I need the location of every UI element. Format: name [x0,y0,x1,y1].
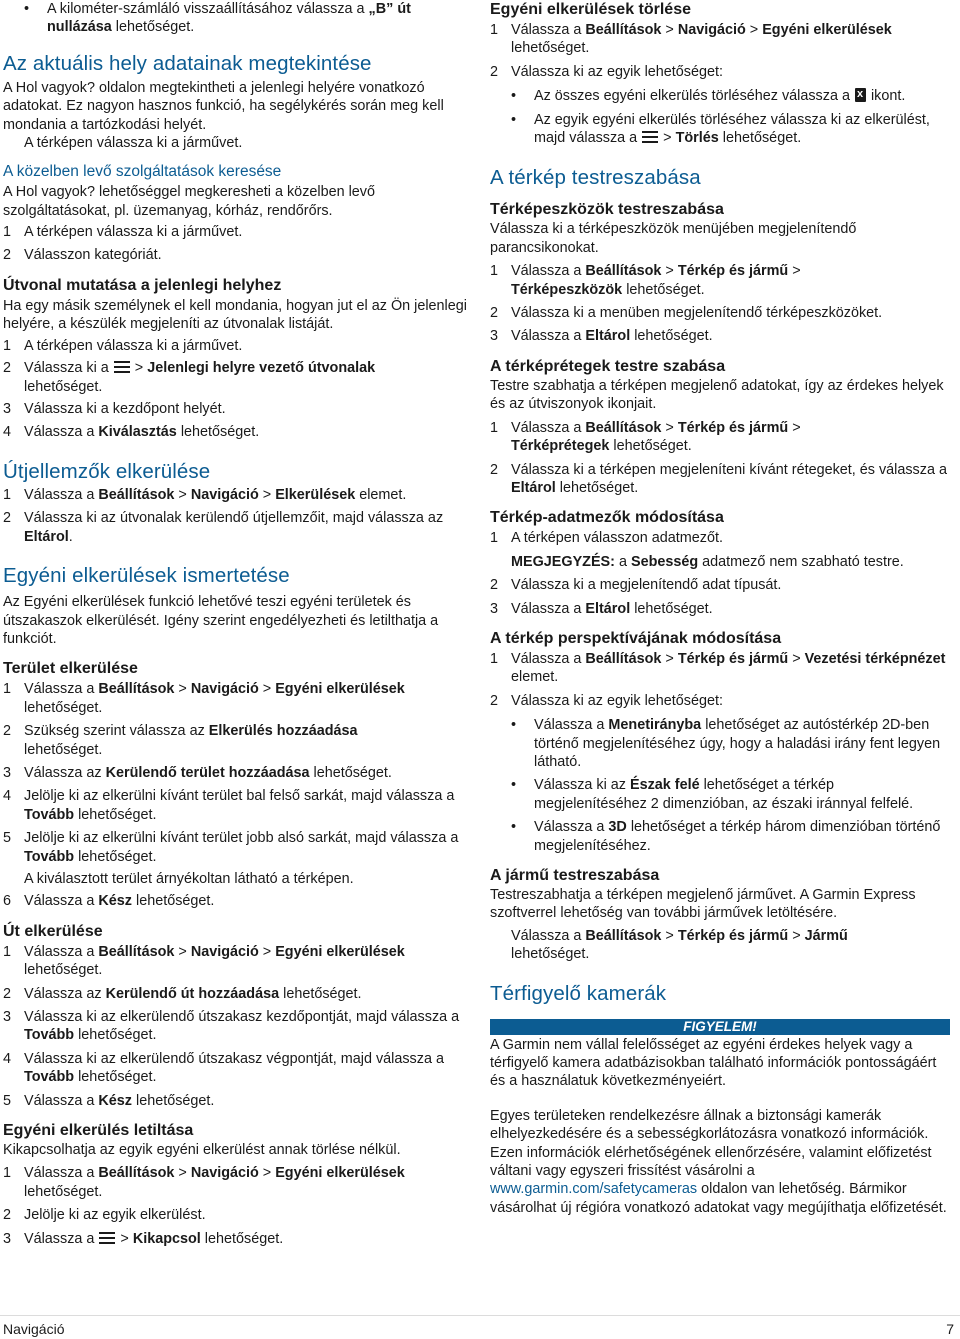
step-row: 3 Válassza az Kerülendő terület hozzáadása lehetőséget. [3,764,392,781]
safety-cameras-link[interactable]: www.garmin.com/safetycameras [490,1181,698,1198]
option-bullet: • Válassza ki az Észak felé lehetőséget a térkép megjelenítéséhez 2 dimenzióban, az északi iránnyal felfelé. [511,777,914,812]
subsection-title-avoid-area: Terület elkerülése [3,660,138,678]
subsection-title-avoid-road: Út elkerülése [3,922,103,940]
step-row: 2 Válassza az Kerülendő út hozzáadása lehetőséget. [3,985,362,1002]
nearby-paragraph: A Hol vagyok? lehetőséggel megkeresheti a közelben levő szolgáltatásokat, pl. üzemanyag, kórház, rendőrőrs. [3,184,375,219]
right-column [490,0,950,1217]
subsection-title-data-fields: Térkép-adatmezők módosítása [490,509,724,527]
trash-icon [855,88,866,102]
step-row: 2 Jelölje ki az egyik elkerülést. [3,1207,206,1224]
left-column [3,0,468,1248]
step-row: 2 Válassza ki a térképen megjeleníteni kívánt rétegeket, és válassza a Eltárol lehetőséget. [490,461,947,496]
step-row: 3 Válassza ki az elkerülendő útszakasz kezdőpontját, majd válassza a Tovább lehetőséget. [3,1009,460,1044]
option-bullet: • Válassza a 3D lehetőséget a térkép három dimenzióban történő megjelenítéséhez. [511,819,941,854]
subsection-title-map-tools: Térképeszközök testreszabása [490,201,724,219]
subsection-title-directions: Útvonal mutatása a jelenlegi helyhez [3,277,282,295]
option-bullet: • Válassza a Menetirányba lehetőséget az autóstérkép 2D-ben történő megjelenítéséhez úgy, hogy a haladási irány fent legyen látható. [511,717,941,770]
section-title-cameras: Térfigyelő kamerák [490,981,667,1005]
menu-icon [642,131,658,143]
step-row: 1 A térképen válasszon adatmezőt. [490,530,723,547]
step-row: 4 Válassza ki az elkerülendő útszakasz végpontját, majd válassza a Tovább lehetőséget. [3,1050,444,1086]
disable-paragraph: Kikapcsolhatja az egyik egyéni elkerülést annak törlése nélkül. [3,1142,401,1159]
step-row: 4 Jelölje ki az elkerülni kívánt terület bal felső sarkát, majd válassza a Tovább lehetőséget. [3,788,455,823]
step-row: 2 Válassza ki a > Jelenlegi helyre vezető útvonalak lehetőséget. [3,360,376,395]
current-location-paragraph: A Hol vagyok? oldalon megtekintheti a jelenlegi helyére vonatkozó adatokat. Ez nagyon hasznos funkció, ha segélykérés során meg kell mondania a tartózkodási helyét. [3,79,444,133]
subsection-title-delete-avoidances: Egyéni elkerülések törlése [490,1,691,18]
subsection-title-perspective: A térkép perspektívájának módosítása [490,629,782,647]
directions-paragraph: Ha egy másik személynek el kell mondania, hogyan jut el az Ön jelenlegi helyére, a készülék megjeleníti az útvonalak listáját. [3,298,467,333]
warning-paragraph: A Garmin nem vállal felelősséget az egyéni érdekes helyek vagy a térfigyelő kamera adatbázisokban található információk pontosságáért és a használatuk következményeiért. [490,1036,937,1090]
subsection-title-disable-avoidance: Egyéni elkerülés letiltása [3,1122,194,1140]
menu-icon [99,1232,115,1244]
current-location-step: A térképen válassza ki a járművet. [24,135,243,152]
footer-divider [0,1315,960,1316]
custom-avoidances-paragraph: Az Egyéni elkerülések funkció lehetővé teszi egyéni területek és útszakaszok elkerülését. Igény szerint engedélyezheti és letilthatja a funkciót. [3,594,439,647]
page-number: 7 [946,1321,954,1337]
vehicle-step: Válassza a Beállítások > Térkép és jármű > Jármű lehetőséget. [511,927,848,963]
step-note: A kiválasztott terület árnyékoltan látható a térképen. [24,871,354,887]
step-row: 3 Válassza ki a kezdőpont helyét. [3,401,226,418]
step-row: 5 Válassza a Kész lehetőséget. [3,1092,215,1109]
subsection-title-nearby: A közelben levő szolgáltatások keresése [3,163,282,181]
menu-icon [114,361,130,373]
map-layers-paragraph: Testre szabhatja a térképen megjelenő adatokat, így az érdekes helyek és az útviszonyok ikonjait. [490,377,944,413]
step-row: 6 Válassza a Kész lehetőséget. [3,893,215,910]
step-row: 2 Válassza ki az egyik lehetőséget: [490,692,723,709]
step-row: 1 Válassza a Beállítások > Térkép és jármű > Térképrétegek lehetőséget. [490,419,801,455]
cameras-paragraph: Egyes területeken rendelkezésre állnak a biztonsági kamerák elhelyezkedésére és a sebességkorlátozásra vonatkozó információk. Ezen információk elérhetőségének ellenőrzésére, valamint előfizetést váltani vagy egyszeri frissítést vásárolni a www.garmin.com/safetycameras oldalon van lehetőség. Bármikor vásárolhat új régióra vonatkozó adatokat vagy megújíthatja előfizetését. [490,1107,947,1216]
step-row: 1 Válassza a Beállítások > Navigáció > Egyéni elkerülések lehetőséget. [3,681,405,716]
option-bullet: • Az egyik egyéni elkerülés törléséhez válassza ki az elkerülést, majd válassza a > Törlés lehetőséget. [511,111,930,147]
step-row: 2 Válassza ki a menüben megjelenítendő térképeszközöket. [490,305,883,322]
section-title-customize-map: A térkép testreszabása [490,166,701,190]
subsection-title-map-layers: A térképrétegek testre szabása [490,357,726,375]
option-bullet: • Az összes egyéni elkerülés törléséhez válassza a x ikont. [490,87,950,105]
footer-section-name: Navigáció [3,1321,65,1337]
map-tools-paragraph: Válassza ki a térképeszközök menüjében megjelenítendő parancsikonokat. [490,221,857,256]
step-row: 4 Válassza a Kiválasztás lehetőséget. [3,423,260,440]
section-title-avoid-features: Útjellemzők elkerülése [3,459,211,483]
section-title-custom-avoidances: Egyéni elkerülések ismertetése [3,564,290,588]
step-row: 2 Válassza ki az egyik lehetőséget: [490,63,723,80]
step-note: MEGJEGYZÉS: a Sebesség adatmező nem szabható testre. [511,553,904,570]
step-row: 1 Válassza a Beállítások > Navigáció > Egyéni elkerülések lehetőséget. [3,943,405,979]
step-row: 3 Válassza a Eltárol lehetőséget. [490,328,713,345]
step-row: 2 Válassza ki az útvonalak kerülendő útjellemzőit, majd válassza az Eltárol. [3,510,444,545]
subsection-title-vehicle: A jármű testreszabása [490,867,660,884]
step-row: 5 Jelölje ki az elkerülni kívánt terület jobb alsó sarkát, majd válassza a Tovább lehetőséget. [3,830,459,865]
step-row: 1 Válassza a Beállítások > Navigáció > Elkerülések elemet. [3,486,407,503]
odometer-bullet: • A kilométer-számláló visszaállításához válassza a „B” út nullázása lehetőséget. [24,1,411,36]
step-row: 1 Válassza a Beállítások > Navigáció > Egyéni elkerülések lehetőséget. [490,22,892,57]
step-row: 3 Válassza a Eltárol lehetőséget. [490,600,713,617]
warning-banner: FIGYELEM! [490,1019,950,1035]
step-row: 1 A térképen válassza ki a járművet. [3,224,243,241]
step-row: 2 Válassza ki a megjelenítendő adat típusát. [490,577,782,594]
step-row: 2 Válasszon kategóriát. [3,246,162,263]
vehicle-paragraph: Testreszabhatja a térképen megjelenő járművet. A Garmin Express szoftverrel lehetőség van további járművek letöltésére. [490,887,916,922]
step-row: 1 Válassza a Beállítások > Térkép és jármű > Vezetési térképnézet elemet. [490,650,946,686]
step-row: 1 A térképen válassza ki a járművet. [3,337,243,354]
section-title-current-location: Az aktuális hely adatainak megtekintése [3,51,372,75]
step-row: 1 Válassza a Beállítások > Térkép és jármű > Térképeszközök lehetőséget. [490,263,801,298]
step-row: 2 Szükség szerint válassza az Elkerülés hozzáadása lehetőséget. [3,723,358,758]
step-row: 1 Válassza a Beállítások > Navigáció > Egyéni elkerülések lehetőséget. [3,1165,405,1200]
step-row: 3 Válassza a > Kikapcsol lehetőséget. [3,1230,284,1247]
